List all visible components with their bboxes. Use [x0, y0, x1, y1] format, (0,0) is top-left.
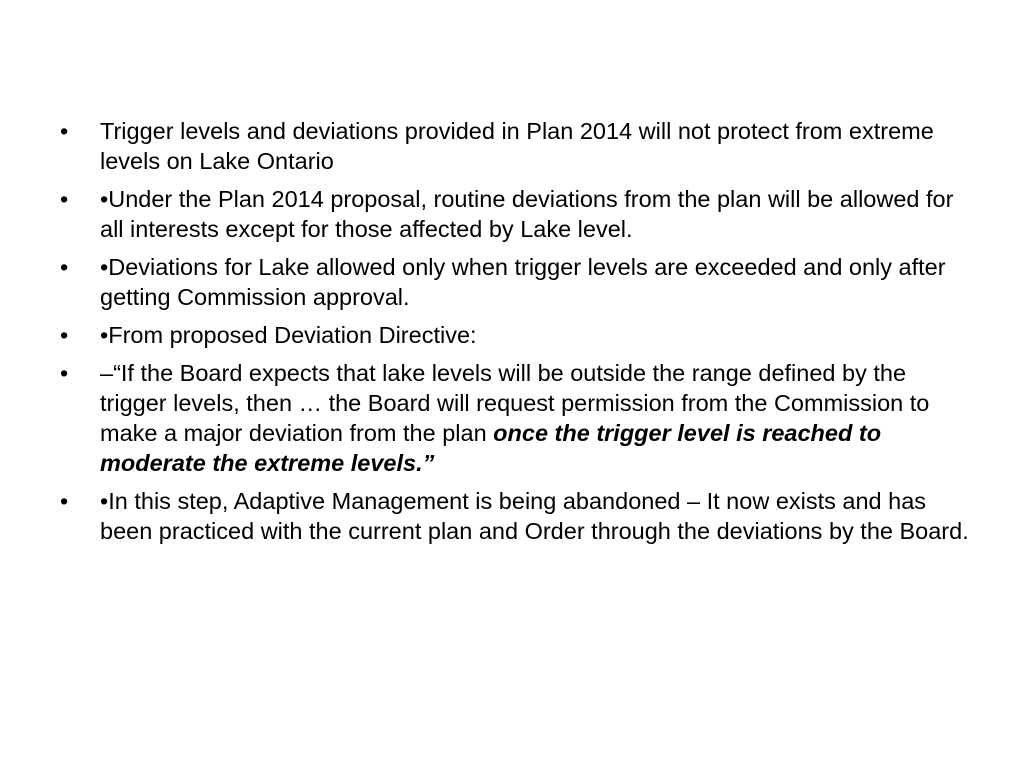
bullet-item-lake-deviations	[60, 252, 970, 312]
bullet-list	[60, 116, 970, 554]
bullet-text	[100, 358, 970, 478]
bullet-marker: •	[60, 254, 69, 280]
bullet-marker: •	[60, 322, 69, 348]
bullet-marker: •	[60, 118, 69, 144]
bullet-item-board-quote	[60, 358, 970, 478]
bullet-marker: •	[60, 488, 69, 514]
bullet-text: •Deviations for Lake allowed only when trigger levels are exceeded and only after getting Commission approval.	[100, 254, 946, 310]
bullet-text: •Under the Plan 2014 proposal, routine deviations from the plan will be allowed for all interests except for those affected by Lake level.	[100, 186, 954, 242]
bullet-marker: •	[60, 360, 69, 386]
bullet-text: •In this step, Adaptive Management is being abandoned – It now exists and has been practiced with the current plan and Order through the deviations by the Board.	[100, 488, 969, 544]
bullet-item-trigger-levels	[60, 116, 970, 176]
quote-text: –“If the Board expects that lake levels will be outside the range defined by the trigger levels, then … the Board will request permission from the Commission to make a major deviation from the plan	[100, 360, 930, 446]
bullet-item-deviation-directive	[60, 320, 970, 350]
bullet-text: Trigger levels and deviations provided in Plan 2014 will not protect from extreme levels on Lake Ontario	[100, 118, 934, 174]
bullet-marker: •	[60, 186, 69, 212]
bullet-item-adaptive-management	[60, 486, 970, 546]
quote-emphasis: once the trigger level is reached to moderate the extreme levels.”	[100, 420, 882, 476]
bullet-text: •From proposed Deviation Directive:	[100, 322, 477, 348]
bullet-item-routine-deviations	[60, 184, 970, 244]
